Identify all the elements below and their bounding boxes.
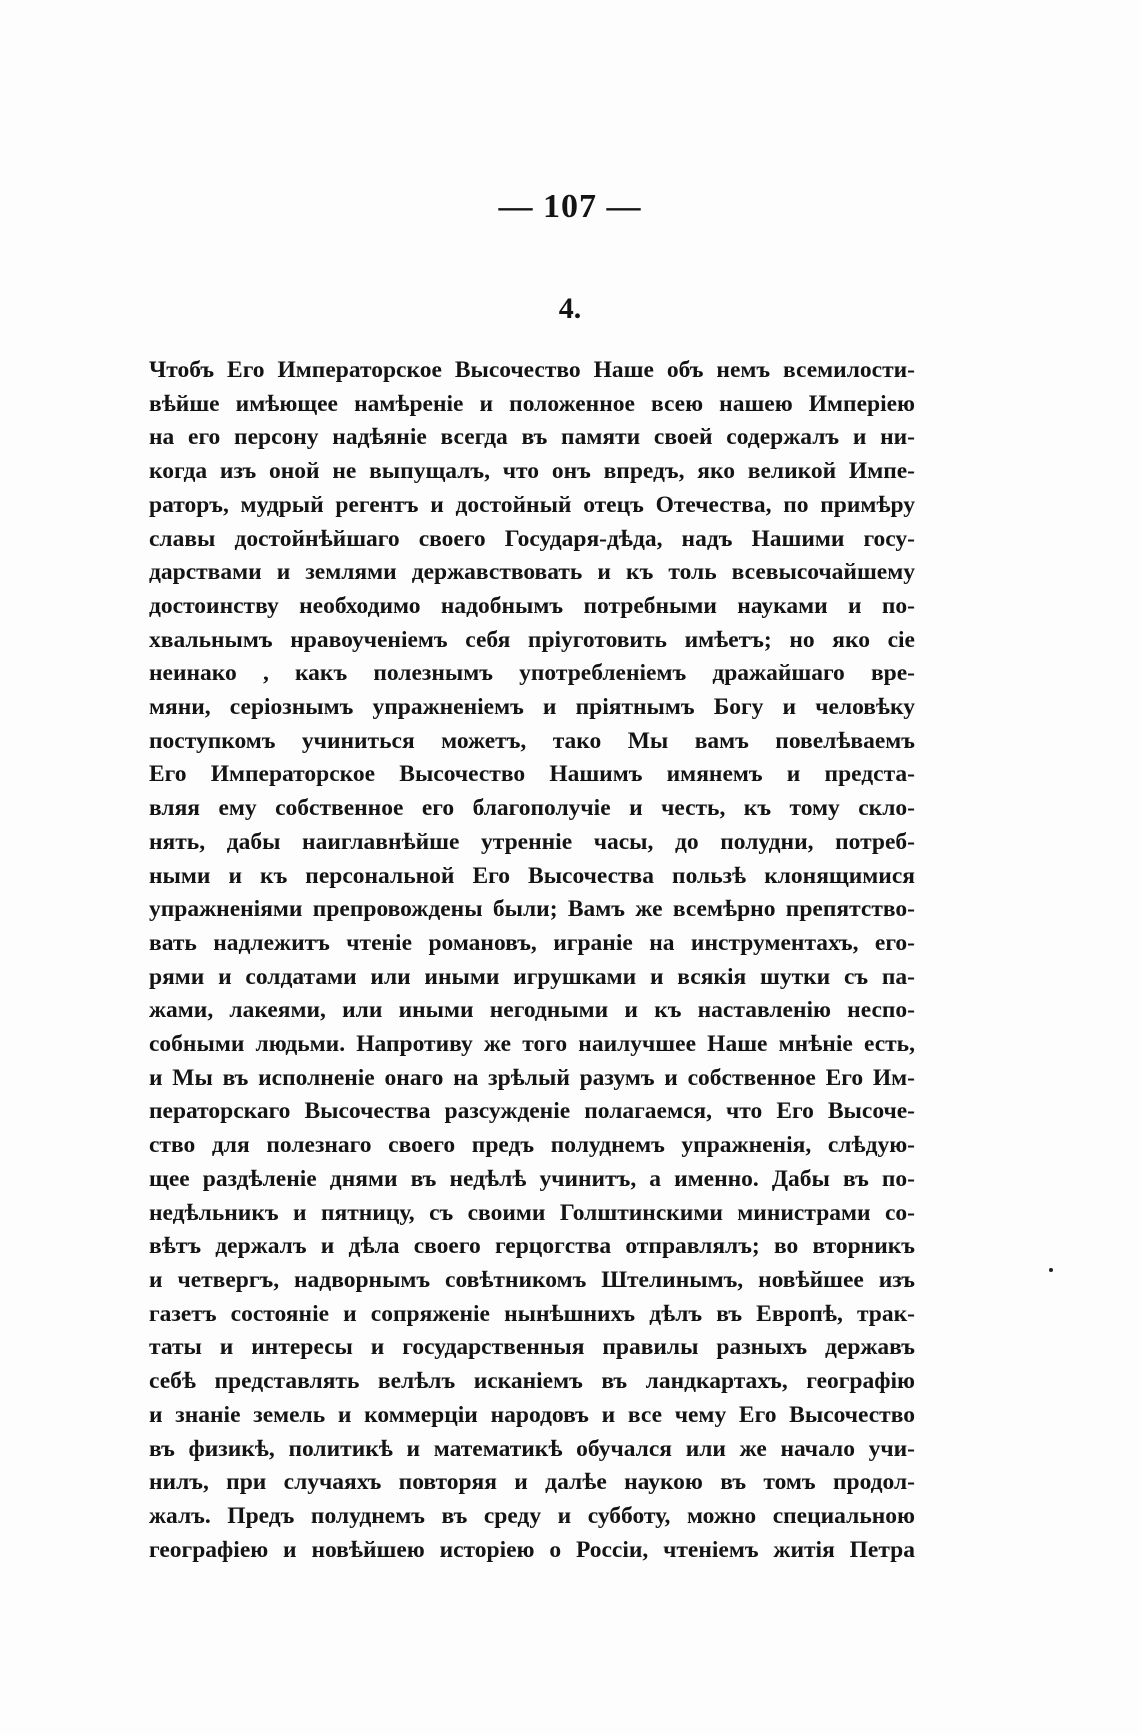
text-line: хвальнымъ нравоученіемъ себя пріуготовить имѣетъ; но яко сіе — [149, 626, 915, 653]
text-line: на его персону надѣяніе всегда въ памяти своей содержалъ и ни- — [149, 424, 915, 451]
text-line: раторъ, мудрый регентъ и достойный отецъ Отечества, по примѣру — [149, 491, 915, 518]
text-line: и знаніе земель и коммерціи народовъ и все чему Его Высочество — [149, 1401, 915, 1428]
text-line: нять, дабы наиглавнѣйше утренніе часы, до полудни, потреб- — [149, 828, 915, 855]
text-line: Его Императорское Высочество Нашимъ имянемъ и предста- — [149, 761, 915, 788]
text-line: упражненіями препровождены были; Вамъ же всемѣрно препятство- — [149, 896, 915, 923]
text-line: таты и интересы и государственныя правилы разныхъ державъ — [149, 1334, 915, 1361]
text-line: недѣльникъ и пятницу, съ своими Голштинскими министрами со- — [149, 1199, 915, 1226]
text-line: вляя ему собственное его благополучіе и честь, къ тому скло- — [149, 795, 915, 822]
text-line: Чтобъ Его Императорское Высочество Наше объ немъ всемилости- — [149, 357, 915, 383]
text-line: ство для полезнаго своего предъ полуднемъ упражненія, слѣдую- — [149, 1132, 915, 1159]
text-line: дарствами и землями державствовать и къ толь всевысочайшему — [149, 559, 915, 586]
scan-speck — [1049, 1268, 1053, 1272]
text-line: щее раздѣленіе днями въ недѣлѣ учинитъ, а именно. Дабы въ по- — [149, 1165, 915, 1192]
text-line: себѣ представлять велѣлъ исканіемъ въ ландкартахъ, географію — [149, 1368, 915, 1395]
text-line: мяни, серіознымъ упражненіемъ и пріятнымъ Богу и человѣку — [149, 694, 915, 721]
text-line: вать надлежитъ чтеніе романовъ, играніе на инструментахъ, его- — [149, 929, 915, 956]
text-line: жами, лакеями, или иными негодными и къ наставленію неспо- — [149, 997, 915, 1024]
text-line: достоинству необходимо надобнымъ потребными науками и по- — [149, 592, 915, 619]
text-line: газетъ состояніе и сопряженіе нынѣшнихъ дѣлъ въ Европѣ, трак- — [149, 1300, 915, 1327]
text-line: когда изъ оной не выпущалъ, что онъ впредъ, яко великой Импе- — [149, 458, 915, 485]
text-line: и четвергъ, надворнымъ совѣтникомъ Штелинымъ, новѣйшее изъ — [149, 1266, 915, 1293]
text-line: рями и солдатами или иными игрушками и всякія шутки съ па- — [149, 963, 915, 990]
text-line: неинако , какъ полезнымъ употребленіемъ дражайшаго вре- — [149, 660, 915, 687]
text-line: ными и къ персональной Его Высочества пользѣ клонящимися — [149, 862, 915, 889]
body-text — [149, 354, 915, 1567]
text-line: жалъ. Предъ полуднемъ въ среду и субботу, можно специальною — [149, 1502, 915, 1529]
text-line: славы достойнѣйшаго своего Государя-дѣда, надъ Нашими госу- — [149, 525, 915, 552]
text-line: въ физикѣ, политикѣ и математикѣ обучался или же начало учи- — [149, 1435, 915, 1462]
text-line: нилъ, при случаяхъ повторяя и далѣе наукою въ томъ продол- — [149, 1469, 915, 1496]
text-line: вѣйше имѣющее намѣреніе и положенное всею нашею Имперіею — [149, 390, 915, 417]
page-number: — 107 — — [498, 188, 642, 225]
text-line: поступкомъ учиниться можетъ, тако Мы вамъ повелѣваемъ — [149, 727, 915, 754]
text-line: ператорскаго Высочества разсужденіе полагаемся, что Его Высоче- — [149, 1098, 915, 1125]
text-line: географіею и новѣйшею исторіею о Россіи, чтеніемъ житія Петра — [149, 1536, 915, 1563]
text-line: вѣтъ держалъ и дѣла своего герцогства отправлялъ; во вторникъ — [149, 1233, 915, 1260]
text-line: собными людьми. Напротиву же того наилучшее Наше мнѣніе есть, — [149, 1031, 915, 1058]
text-line: и Мы въ исполненіе онаго на зрѣлый разумъ и собственное Его Им- — [149, 1064, 915, 1091]
section-number: 4. — [558, 292, 582, 325]
